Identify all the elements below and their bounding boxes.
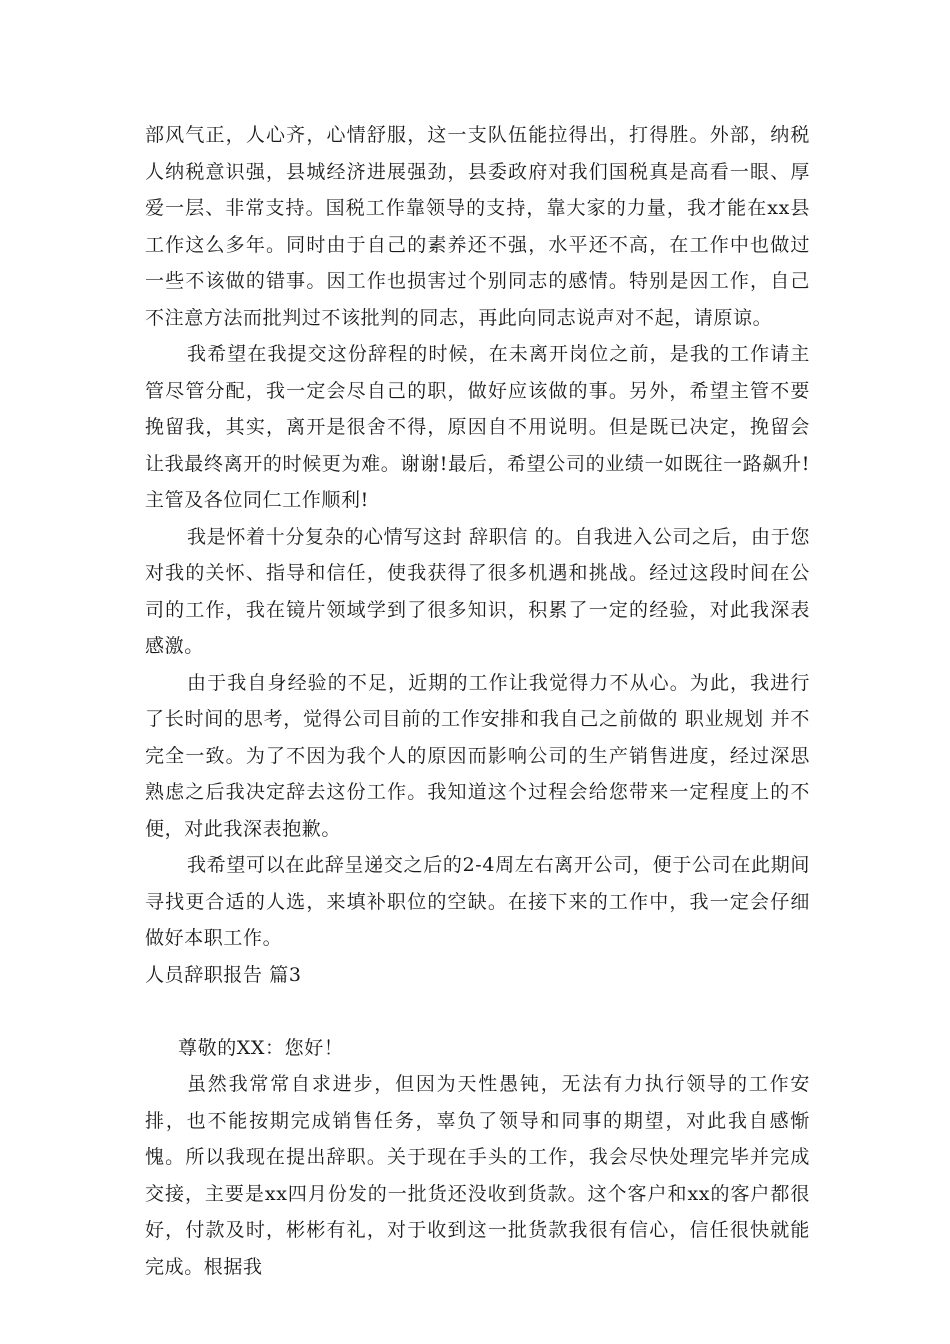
paragraph-continuation: 部风气正，人心齐，心情舒服，这一支队伍能拉得出，打得胜。外部，纳税人纳税意识强，县城经济进展强劲，县委政府对我们国税真是高看一眼、厚爱一层、非常支持。国税工作靠领导的支持，靠大家的力量，我才能在xx县工作这么多年。同时由于自己的素养还不强，水平还不高，在工作中也做过一些不该做的错事。因工作也损害过个别同志的感情。特别是因工作，自己不注意方法而批判过不该批判的同志，再此向同志说声对不起，请原谅。 (145, 124, 810, 329)
section-heading: 人员辞职报告 篇3 (145, 963, 302, 986)
blank-line (145, 993, 810, 1030)
paragraph-resignation-reason: 由于我自身经验的不足，近期的工作让我觉得力不从心。为此，我进行了长时间的思考，觉得公司目前的工作安排和我自己之前做的 职业规划 并不完全一致。为了不因为我个人的原因而影响公司的生产销售进度，经过深思熟虑之后我决定辞去这份工作。我知道这个过程会给您带来一定程度上的不便，对此我深表抱歉。 (145, 671, 810, 840)
document-body (145, 117, 810, 1285)
paragraph-handover-request: 我希望在我提交这份辞程的时候，在未离开岗位之前，是我的工作请主管尽管分配，我一定会尽自己的职，做好应该做的事。另外，希望主管不要挽留我，其实，离开是很舍不得，原因自不用说明。但是既已决定，挽留会让我最终离开的时候更为难。谢谢!最后，希望公司的业绩一如既往一路飙升!主管及各位同仁工作顺利! (145, 343, 810, 511)
salutation: 尊敬的XX：您好！ (178, 1036, 344, 1059)
paragraph-leave-timeline: 我希望可以在此辞呈递交之后的2-4周左右离开公司，便于公司在此期间寻找更合适的人选，来填补职位的空缺。在接下来的工作中，我一定会仔细做好本职工作。 (145, 854, 810, 949)
paragraph-report-body: 虽然我常常自求进步，但因为天性愚钝，无法有力执行领导的工作安排，也不能按期完成销售任务，辜负了领导和同事的期望，对此我自感惭愧。所以我现在提出辞职。关于现在手头的工作，我会尽快处理完毕并完成交接，主要是xx四月份发的一批货还没收到货款。这个客户和xx的客户都很好，付款及时，彬彬有礼，对于收到这一批货款我很有信心，信任很快就能完成。根据我 (145, 1073, 810, 1278)
paragraph-gratitude: 我是怀着十分复杂的心情写这封 辞职信 的。自我进入公司之后，由于您对我的关怀、指导和信任，使我获得了很多机遇和挑战。经过这段时间在公司的工作，我在镜片领域学到了很多知识，积累了一定的经验，对此我深表感激。 (145, 525, 810, 657)
